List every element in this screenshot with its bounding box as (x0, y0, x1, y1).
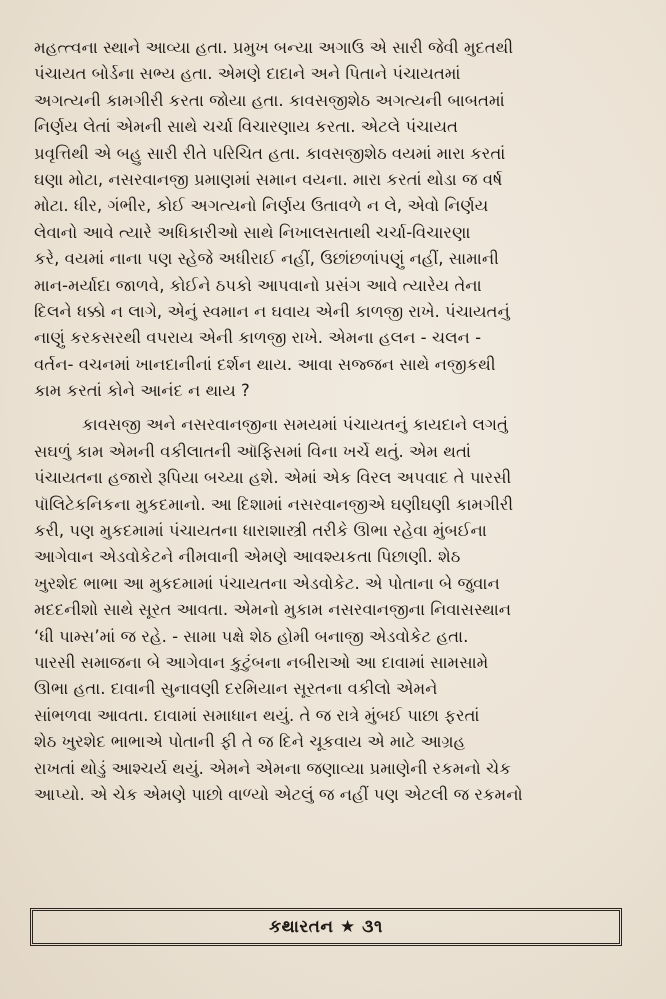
text-line: આપ્યો. એ ચેક એમણે પાછો વાળ્યો એટલું જ નહીં પણ એટલી જ રકમનો (34, 784, 523, 804)
text-line: મહત્ત્વના સ્થાને આવ્યા હતા. પ્રમુખ બન્યા અગાઉ એ સારી જેવી મુદતથી (34, 38, 514, 57)
paragraph-1 (34, 35, 620, 404)
text-line: સાંભળવા આવતા. દાવામાં સમાધાન થયું. તે જ રાત્રે મુંબઈ પાછા ફરતાં (34, 705, 480, 725)
text-line: શેઠ ખુરશેદ ભાભાએ પોતાની ફી તે જ દિને ચૂકવાય એ માટે આગ્રહ (34, 732, 466, 752)
paragraph-2 (34, 412, 620, 808)
text-line: મદદનીશો સાથે સૂરત આવતા. એમનો મુકામ નસરવાનજીના નિવાસસ્થાન (34, 600, 512, 620)
text-line: પંચાયત બોર્ડના સભ્ય હતા. એમણે દાદાને અને પિતાને પંચાયતમાં (34, 64, 461, 84)
text-line: નાણું કરકસરથી વપરાય એની કાળજી રાખે. એમના હલન - ચલન - (34, 328, 482, 348)
page-footer (30, 908, 622, 946)
text-line: પારસી સમાજના બે આગેવાન કુટુંબના નબીરાઓ આ દાવામાં સામસામે (34, 652, 489, 672)
text-line: માન-મર્યાદા જાળવે, કોઈને ઠપકો આપવાનો પ્રસંગ આવે ત્યારેય તેના (34, 275, 482, 295)
text-line: રાખતાં થોડું આશ્ચર્ય થયું. એમને એમના જણાવ્યા પ્રમાણેની રકમનો ચેક (34, 758, 511, 778)
text-line: પંચાયતના હજારો રૂપિયા બચ્યા હશે. એમાં એક વિરલ અપવાદ તે પારસી (34, 468, 512, 488)
text-line: ખુરશેદ ભાભા આ મુકદમામાં પંચાયતના એડવોકેટ. એ પોતાના બે જુવાન (34, 573, 500, 593)
text-line: કરી, પણ મુકદમામાં પંચાયતના ધારાશાસ્ત્રી તરીકે ઊભા રહેવા મુંબઈના (34, 521, 487, 541)
footer-title-page-number: કથારતન ★ ૩૧ (269, 917, 383, 937)
text-line: અગત્યની કામગીરી કરતા જોયા હતા. કાવસજીશેઠ અગત્યની બાબતમાં (34, 90, 505, 110)
text-line: ઊભા હતા. દાવાની સુનાવણી દરમિયાન સૂરતના વકીલો એમને (34, 679, 438, 699)
text-line: સઘળું કામ એમની વકીલાતની ઑફિસમાં વિના ખર્ચે થતું. એમ થતાં (34, 441, 471, 461)
text-line: મોટા. ધીર, ગંભીર, કોઈ અગત્યનો નિર્ણય ઉતાવળે ન લે, એવો નિર્ણય (34, 196, 489, 216)
text-line: પ્રવૃત્તિથી એ બહુ સારી રીતે પરિચિત હતા. કાવસજીશેઠ વયમાં મારા કરતાં (34, 143, 506, 163)
body-text (34, 35, 620, 808)
text-line: કામ કરતાં કોને આનંદ ન થાય ? (34, 381, 250, 401)
text-line: પૉલિટેકનિકના મુકદમાનો. આ દિશામાં નસરવાનજીએ ઘણીઘણી કામગીરી (34, 494, 514, 514)
text-line: આગેવાન એડવોકેટને નીમવાની એમણે આવશ્યકતા પિછાણી. શેઠ (34, 547, 461, 567)
text-line: ઘણા મોટા, નસરવાનજી પ્રમાણમાં સમાન વયના. મારા કરતાં થોડા જ વર્ષ (34, 169, 503, 189)
text-line: લેવાનો આવે ત્યારે અધિકારીઓ સાથે નિખાલસતાથી ચર્ચા-વિચારણા (34, 222, 471, 242)
text-line: ‘ધી પામ્સ’માં જ રહે. - સામા પક્ષે શેઠ હોમી બનાજી એડવોકેટ હતા. (34, 626, 469, 646)
text-line: કાવસજી અને નસરવાનજીના સમયમાં પંચાયતનું કાયદાને લગતું (82, 415, 508, 435)
text-line: કરે, વયમાં નાના પણ સ્હેજે અધીરાઈ નહીં, ઉછાંછળાંપણું નહીં, સામાની (34, 249, 499, 269)
text-line: નિર્ણય લેતાં એમની સાથે ચર્ચા વિચારણાય કરતા. એટલે પંચાયત (34, 117, 458, 137)
text-line: દિલને ધક્કો ન લાગે, એનું સ્વમાન ન ઘવાય એની કાળજી રાખે. પંચાયતનું (34, 301, 510, 321)
text-line: વર્તન- વચનમાં ખાનદાનીનાં દર્શન થાય. આવા સજ્જન સાથે નજીકથી (34, 354, 496, 374)
